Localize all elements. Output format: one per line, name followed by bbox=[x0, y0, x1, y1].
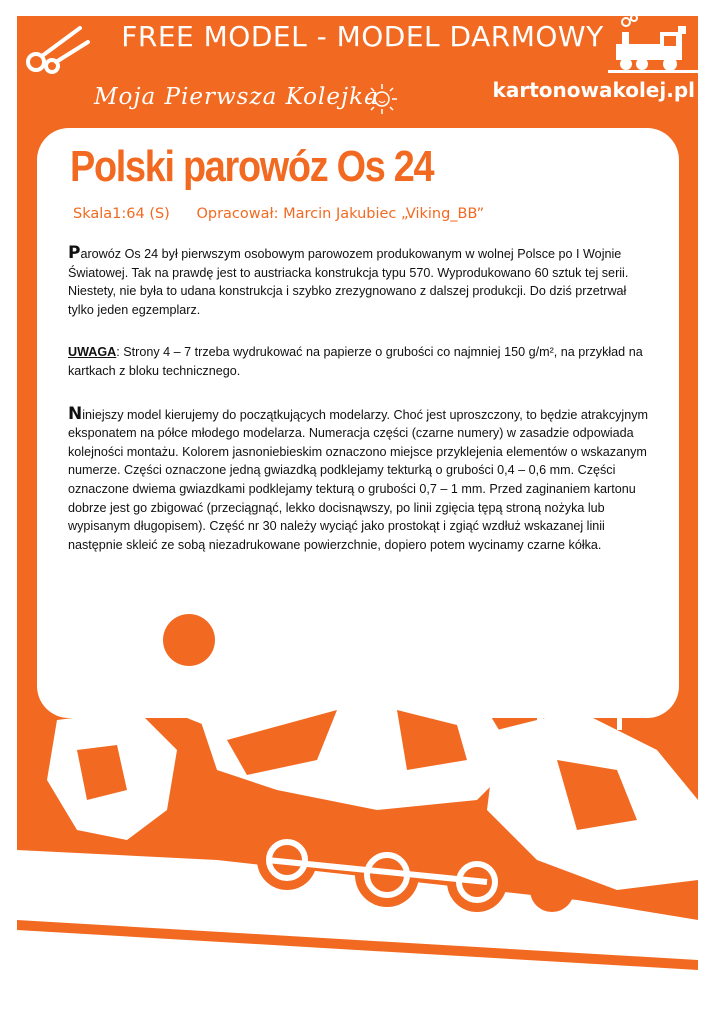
intro-paragraph bbox=[68, 244, 650, 319]
instructions-text: iniejszy model kierujemy do początkujących modelarzy. Choć jest uproszczony, to będzie atrakcyjnym eksponatem na półce młodego modelarza. Numeracja części (czarne numery) w zasadzie odpowiada kolejności montażu. Kolorem jasnoniebieskim oznaczono miejsce przyklejenia elementów o wskazanym numerze. Części oznaczone jedną gwiazdką podklejamy tekturką o grubości 0,4 – 0,6 mm. Części oznaczone dwiema gwiazdkami podklejamy tekturą o grubości 0,7 – 1 mm. Przed zaginaniem kartonu dobrze jest go zbigować (przeciągnąć, lekko docisnąwszy, po linii zgięcia tępą stroną nożyka lub wypisanym długopisem). Część nr 30 należy wyciąć jako prostokąt i zgiąć wzdłuż wskazanej linii następnie skleić ze sobą niezadrukowane powierzchnie, dopiero potem wycinamy czarne kółka. bbox=[68, 407, 649, 552]
scale-label: Skala1:64 (S) bbox=[73, 206, 170, 222]
warning-paragraph bbox=[68, 343, 650, 380]
sun-icon bbox=[365, 82, 399, 116]
page-header-title: FREE MODEL - MODEL DARMOWY bbox=[121, 20, 604, 53]
document-title: Polski parowóz Os 24 bbox=[70, 142, 434, 191]
document-body bbox=[68, 244, 650, 578]
brand-name: Moja Pierwsza Kolejka bbox=[94, 84, 379, 110]
website-link[interactable]: kartonowakolej.pl bbox=[492, 78, 695, 102]
instructions-paragraph bbox=[68, 405, 650, 555]
locomotive-icon bbox=[608, 14, 698, 76]
document-meta bbox=[73, 206, 506, 222]
warning-label: UWAGA bbox=[68, 345, 117, 360]
intro-text: arowóz Os 24 był pierwszym osobowym parowozem produkowanym w wolnej Polsce po I Wojnie Światowej. Tak na prawdę jest to austriacka konstrukcja typu 570. Wyprodukowano 60 sztuk tej serii. Niestety, nie była to udana konstrukcja i szybko zrezygnowano z dalszej produkcji. Do dziś przetrwał tylko jeden egzemplarz. bbox=[68, 247, 629, 317]
drop-cap: N bbox=[68, 403, 83, 424]
locomotive-illustration bbox=[17, 560, 698, 994]
drop-cap: P bbox=[68, 243, 81, 263]
author-label: Opracował: Marcin Jakubiec „Viking_BB” bbox=[196, 206, 485, 222]
warning-text: : Strony 4 – 7 trzeba wydrukować na papierze o grubości co najmniej 150 g/m², na przykład na kartkach z bloku technicznego. bbox=[68, 345, 643, 378]
